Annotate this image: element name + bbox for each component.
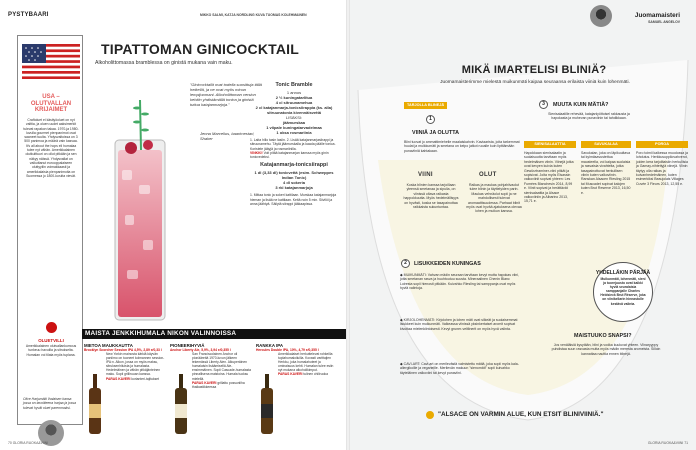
- article-subtitle: Juomamaisterimme mielestä muikunmäti kaipaa seuraansa erilaista viiniä kuin lohenmäti.: [440, 80, 630, 85]
- kaveri-label: PARAS KAVERI: [106, 376, 131, 381]
- section-title: LISUKKEIDEN KUNINGAS: [414, 261, 481, 267]
- sienisalaatti-text: Hapokkaan sienisalaatin ja suolaisuutta tarvitaan myös hedelmäisen viinin. Viinejä jotka ovat kevyen kuivia kuten Gewürztraminer-viini pitkät ja sopisivat. Joita myös Elsassin valkoviinit sopivat yhteen: Les Fumées Blanchesin 2014, 8,99 e. Viinit sopivat ja herättävät sienisalaattia ja Alsace valkoviiniin ja Albarino 2013, 15,71 e.: [524, 151, 574, 204]
- tag-savukala: SAVUKALAA: [581, 141, 631, 148]
- recipe-steps: 1. Laita hillo tasin lasiin. 2. Lisää katajanmarjasiirappi ja sitruunamehu. Täytä jäämurskalla ja kaada päälle tonica. Koristele jääyjä ja rosmariinilla.: [250, 138, 336, 151]
- usa-flag-image: [22, 44, 80, 79]
- sidebar-title: USA – OLUTVALLAN KRIJAIMET: [30, 94, 72, 114]
- emblem-text: Amerikkalainen olutvallankumous tunkeuu havuilla ja sitrukselta. Humalan voi tilata myös tuplana.: [25, 344, 77, 357]
- syrup-title: Katajanmarja-tonicsiirappi: [260, 162, 328, 169]
- tasting-text: San Franciscolainen Anchor oli pionääreitä 1970-luvun jälkeen tekemässä Liberty Alen. Alkuperäinen humalaisin lisäämisellä Ale-ensimmäinen. Sopii Cascade-humalasta pinnallisena maistoina. Humala tuoksu mielellä.: [192, 352, 252, 381]
- tasting-text: New Yorkin mainosta kärkiä käyvän paniimo on tuoneet kolmannen session-IPA:n. Alkon, jossa on myös maksu, sitruksenhiluista ja humalasta. Hedelmäinen ja vähän pitkäjänteinen maku. Sopii grilliruuan kanssa.: [106, 352, 165, 377]
- anchor-bottle-image: [172, 374, 190, 434]
- page-number: GLORIA RUOKA&VIINI 71: [647, 441, 688, 445]
- kaveri-text: korianteri-tajitukset: [131, 376, 160, 381]
- snapsi-title: MAISTUUKO SNAPSI?: [574, 333, 632, 339]
- syrup-line: 3 rkl katajanmarjoja: [275, 185, 313, 191]
- vinkki-text: Voit pitää katajanmarjan kanssa myös ginin tonicvedeksi.: [250, 150, 329, 160]
- s2-item: ◆ MUIKUNMÄTI: Vahvan mädin seuraan tarvitaan kevyt mutta hapokas viini, jotta smetanan rasva ja huuhtoutuu suusta. Mineraalinen Chenin Blanc Loiresta sopii hienosti pitkään. Kuivahko Riesling tai samppanja ovat myös hyviä valintoja.: [400, 273, 519, 291]
- tip-circle: [593, 262, 653, 322]
- author-name: SAMUEL ANGELOV: [648, 20, 680, 24]
- poro-text: Poro toimii kaikessa muodossa ja lohdutus. Herkkusuppilovahverot, joiden kera tarjoiltaisiin herkullisia ja Gamay-nihtettyjä viinejä. Viinin täytyy olla raikas ja kuivanhedelmäinen, kuten esimerkiksi Beaujolais Villages Cuvée 3 Fleurs 2013, 12,55 e.: [636, 151, 688, 186]
- tasting-name: PIONEERIHYVIÄ: [170, 343, 205, 348]
- article-subtitle: Alkoholittomassa bramblessa on ginistä mukana vain maku.: [95, 60, 233, 66]
- article-title: TIPATTOMAN GINICOCKTAIL: [101, 41, 299, 57]
- page-number: 70 GLORIA RUOKA&VIINI: [8, 441, 49, 445]
- pull-quote: "ALSACE ON VARMIN ALUE, KUN ETSIT BLINIVIINIÄ.": [438, 411, 604, 418]
- recipe-line: 1 viipale kuningatarvadelmaa: [266, 125, 322, 130]
- hercules-bottle-image: [258, 374, 276, 434]
- viini-heading: VIINI: [418, 172, 433, 178]
- recipe-line: 4 cl sitruunamehua: [275, 100, 313, 105]
- tag-tarjolla: TARJOLLA BLINEJÄ: [404, 102, 447, 109]
- tip-title: YHDELLÄKIN PÄRJÄÄ: [595, 270, 651, 276]
- tag-sienisalaatti: SIENISALAATTIA: [524, 141, 576, 148]
- viini-text: Koska blinien kanssa tarjoillaan yleensä smetanaa ja sipulia, on viinissä oltava raikasta happokkuutta. Myös hedelmällisyys on hyvästi, koska se tasapainottaa raikkaista sukuntuntaa.: [403, 183, 459, 210]
- author-byline: Olive Harjumäki Ihalaisen kansa jossa on tavoitteena harjaa ja jossa tulevat hyvät oluet paremmaksi.: [23, 397, 76, 410]
- s2-item: ◆ KIRJOLOHENMÄTI: Kirjolohen ja lohen mäti ovat silkeät ja suolaisemmat lisukkeet kuin muikunmäti. Valkeassa viinissä yksinkertaiset aromit sopivat kivuttaa mielenkiintoisesti. Kevyt gruner-veltlinerit on myös hyvä valinta.: [400, 318, 518, 331]
- usa-sidebar: [17, 35, 83, 425]
- syrup-steps: 1. Mittaa tonic ja sokeri kattilaan. Murskaa katajanmarjoja hieman ja lisää ne kattilaan. Keitä noin 5 min. Siivilöi ja anna jäähtyä. Säilytä siirappi jääkaapissa.: [250, 193, 337, 207]
- section-label: Juomamaisteri: [634, 12, 680, 19]
- tag-poro: POROA: [636, 141, 688, 148]
- kaveri-label: PARAS KAVERI: [192, 380, 217, 385]
- recipe-box: [250, 83, 338, 206]
- kaveri-label: PARAS KAVERI: [278, 372, 303, 377]
- author-photo: [590, 5, 612, 27]
- snapsi-text: Jos venäläisiä kysytään, blini ja vodka kuuluvat yhteen. Viinaryyppy puhdistaa suun rasvasta mutta myös mädin meresta aromeista. Silloin kannattaa nauttia ennen blinejä.: [551, 343, 661, 356]
- recipe-title: Tonic Bramble: [275, 82, 313, 88]
- recipe-portion: 1 annos: [286, 90, 302, 95]
- tasting-sub: Hercules Double IPA, 10%, 4,79 e/0,355 l: [256, 348, 319, 352]
- right-page: [348, 0, 696, 450]
- tasting-name: MIETOA MAUKKAUTTA: [84, 343, 133, 348]
- section-text: Sienisalaatille rehevää, katajanlyöttoisel rakkausta ja hapokasta ja muhevan punaviinin tai tahdikkaan.: [548, 112, 630, 121]
- tasting-sub: Brooklyn Scorcher Session IPA 4,5%, 2,89 e/0,33 l: [84, 348, 162, 352]
- tip-text: Muikunmäti, lohenmäti, sieni ja tuorejuusto ovat kaikki hyviä seuralaisia samppanjalle Charles Heidsieck Brut Réserve, joka on viinikellarin hinnastolle kestävä valinta.: [600, 277, 646, 306]
- recipe-line: 2 ½ kuningatarlitua: [275, 95, 313, 100]
- beer-emblem-icon: [46, 322, 57, 333]
- recipe-line: 2 cl katajanmarja-tonicsiirappia (ks. alla): [255, 105, 333, 110]
- section-number: 1: [426, 115, 435, 124]
- section-text: Blini tuovat jo ammattimiehelle maalaiskahvin. Kaviaarista, joita tarkemmat huulat ja muikkumäti ja smetana on kelpo jatkot ruoalle kuin lipittämään punaviiniä kahtakaan.: [404, 140, 520, 153]
- tasting-text: Amerikkalaiset herkuttelevat rohkeilla tuplahumaloiluilla. Kovasti varittajien Herkku, joka humalahuteet ja ominaisuus kehit. Humalan tulee esiin nyt mukana alkoholikimput.: [278, 352, 334, 373]
- syrup-portion: 1 dl (3,33 dl) tonicvettä (esim. Schweppes Indian Tonic): [254, 170, 334, 181]
- section-number: 3: [539, 100, 548, 109]
- article-title: MIKÄ IMARTELISI BLINIÄ?: [461, 64, 607, 76]
- sidebar-text: Craftoluet ei käsityöoluet on nyt valttia, ja oluen uudet aaksimerkit tulevat rapakon takaa. 1970-ja 1980-luvulla gourmet pienpanimot ovat saaneet tuulta. Yhdysvaltoissa on 3 500 panimoa ja määrä vain kasvaa. It’s all about the hops eli humalaa tulee nyt vähän. Amerikkalainen olutkulttuuri on ollut pitkään ja sen näkyy näissä. Yhdysvallat on vaikuttanut eurooppalaiseen oluttyyliin voimakkaasti ja amerikkalaisia pienpanimoita on Suomessa jo 1800-luvulta vievät.: [23, 118, 79, 178]
- section-title: MUUTA KUIN MÄTIÄ?: [553, 102, 609, 108]
- authors-credit: MIKKO SALMI, KATJA NORDLING KUVA TUOMAS KOLEHMAINEN: [200, 13, 307, 17]
- vinkki-label: VINKKI!: [250, 150, 263, 155]
- recipe-line: 1 oksa rosmariinia: [276, 130, 312, 135]
- quote-dot-icon: [426, 411, 434, 419]
- spread-gutter: [346, 0, 350, 450]
- tasting-sub: Anchor Liberty Ale, 5,9%, 3,94 e/0,355 l: [170, 348, 231, 352]
- savukala-text: Savukalan, joka on läpikuultava tai kylmäsavustettua mausteella, voi kaipaa suolaisia ja rasvaisia vivahteita, jotka tasapainottuvat herkullisen viinin kuten valkoviinin. Ranskan Alsacen Riesling 2015 tai Muscadet sopivat kalojen kuten Brut Reserve 2013, 16,50 e.: [581, 151, 631, 195]
- olut-heading: OLUT: [479, 172, 497, 178]
- kaveri-text: grillattu possunliha thaikastikkeessa: [192, 380, 245, 389]
- tasting-item: [256, 343, 338, 377]
- section-number: 2: [401, 259, 410, 268]
- recipe-line: LISÄKSI:: [285, 115, 303, 120]
- syrup-line: 4 dl sokeria: [282, 180, 305, 186]
- recipe-line: sitruunatonia kivennäisvettä: [266, 110, 321, 115]
- tastings-bar: MAISTA JENKKIHUMALA NIKON VALINNOISSA: [82, 329, 346, 339]
- section-label: PYSTYBAARI: [8, 12, 49, 18]
- olut-text: Raikas ja maukas pohjahiivaolut tulee blinin ja täyttelyiden parin. Maukas vehnäolut sopii ja ne mahdollisesti tulevat aromaattisuudessa. Parhaat blinit myös ovat hyvää ajatuksena olevaa lohen ja muikun kanssa.: [466, 183, 522, 214]
- s2-item: ◆ CAVI-ART: Cavi-art on merilevästä valmistettu mätiä, joka sopii myös kala-allergikoille ja veganeille. Merilevän makuun "sienomäti" sopii kuivahko täyteläinen valkoviini tai kevyt punaviini.: [400, 362, 519, 375]
- recipe-line: jäämurskaa: [282, 120, 305, 125]
- quote-author: Jenna Marcelius, baarimestari, Shaker: [200, 131, 255, 141]
- tasting-name: RANKKA IPA: [256, 343, 284, 348]
- kaveri-text: tulinen chiliruoka: [303, 372, 328, 377]
- emblem-title: OLUETVILLI: [38, 338, 64, 343]
- brooklyn-bottle-image: [86, 374, 104, 434]
- quote-text: "Ginicocktailit ovat todella suosittuja tällä hetkellä, ja ne ovat myös minun lempijuomani. Alkoholittoman version kehitin yhdistämällä tonica ja ginistä tuttua katajanmarjoja.": [190, 82, 262, 107]
- cocktail-glass-image: [95, 90, 185, 325]
- section-title: VIINIÄ JA OLUTTA: [412, 130, 460, 136]
